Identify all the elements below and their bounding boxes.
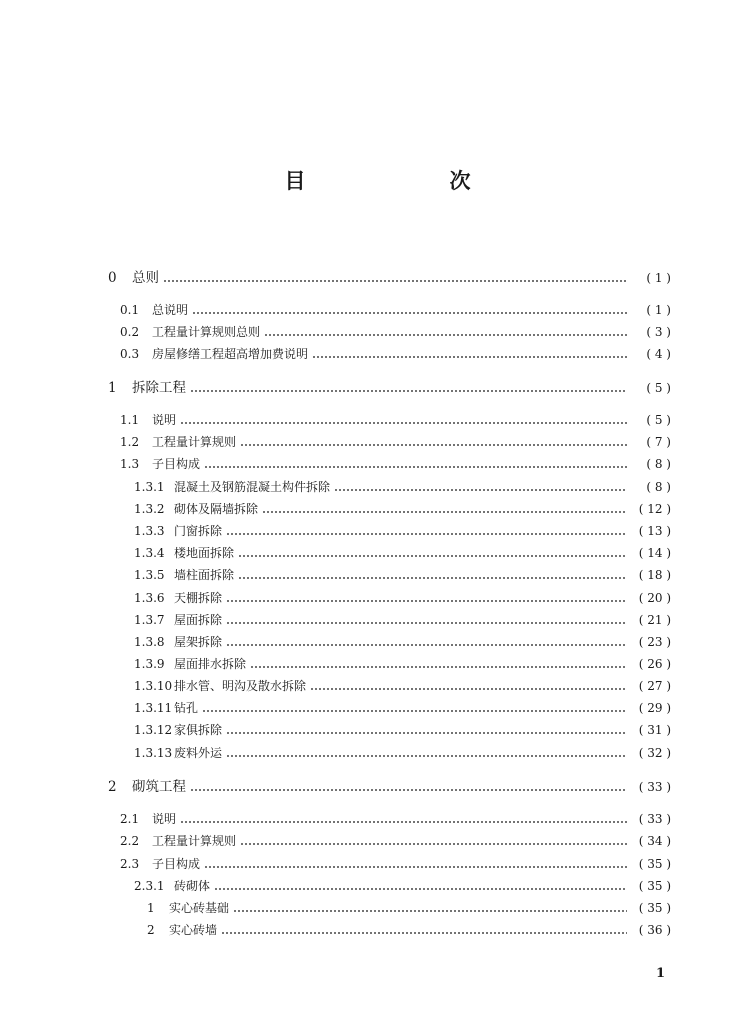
- toc-leader-dots: [202, 710, 627, 712]
- toc-entry[interactable]: [0, 344, 755, 364]
- toc-entry-title: 屋架拆除: [174, 635, 223, 649]
- toc-entry-page: ( 33 ): [638, 812, 671, 826]
- toc-entry-number: 1: [147, 901, 155, 915]
- toc-entry-page: ( 36 ): [638, 923, 671, 937]
- page-title: 目 次: [284, 169, 505, 193]
- toc-entry-title: 实心砖墙: [169, 923, 218, 937]
- toc-entry-title: 拆除工程: [132, 380, 186, 396]
- toc-entry-title: 砖砌体: [174, 879, 211, 893]
- toc-entry[interactable]: [0, 809, 755, 829]
- toc-entry[interactable]: [0, 543, 755, 563]
- toc-leader-dots: [264, 334, 627, 336]
- toc-entry[interactable]: [0, 610, 755, 630]
- toc-entry-title: 工程量计算规则总则: [152, 325, 261, 339]
- toc-leader-dots: [221, 932, 627, 934]
- toc-entry[interactable]: [0, 588, 755, 608]
- toc-entry-number: 1.3.3: [134, 524, 165, 538]
- toc-entry-title: 天棚拆除: [174, 591, 223, 605]
- toc-entry-page: ( 35 ): [638, 901, 671, 915]
- toc-entry-title: 子目构成: [152, 857, 201, 871]
- toc-entry[interactable]: [0, 898, 755, 918]
- toc-leader-dots: [312, 356, 627, 358]
- toc-entry-page: ( 20 ): [638, 591, 671, 605]
- toc-entry-number: 2.1: [120, 812, 140, 826]
- toc-leader-dots: [262, 511, 627, 513]
- toc-entry-number: 1.1: [120, 413, 140, 427]
- toc-entry[interactable]: [0, 743, 755, 763]
- toc-entry-title: 说明: [152, 413, 177, 427]
- toc-entry-number: 0.3: [120, 347, 140, 361]
- toc-entry-title: 楼地面拆除: [174, 546, 235, 560]
- toc-entry-page: ( 7 ): [646, 435, 671, 449]
- toc-entry-number: 1.3.4: [134, 546, 165, 560]
- toc-entry-page: ( 21 ): [638, 613, 671, 627]
- toc-entry[interactable]: [0, 454, 755, 474]
- toc-entry-number: 2.3.1: [134, 879, 165, 893]
- toc-leader-dots: [226, 533, 627, 535]
- toc-entry-title: 排水管、明沟及散水拆除: [174, 679, 307, 693]
- toc-entry-page: ( 8 ): [646, 457, 671, 471]
- toc-entry-title: 说明: [152, 812, 177, 826]
- toc-entry[interactable]: [0, 521, 755, 541]
- toc-entry-page: ( 14 ): [638, 546, 671, 560]
- toc-entry-title: 实心砖基础: [169, 901, 230, 915]
- toc-entry-title: 工程量计算规则: [152, 435, 237, 449]
- toc-entry-page: ( 13 ): [638, 524, 671, 538]
- toc-entry[interactable]: [0, 676, 755, 696]
- page-number: 1: [655, 966, 665, 981]
- toc-entry-page: ( 5 ): [646, 413, 671, 427]
- toc-entry-page: ( 32 ): [638, 746, 671, 760]
- toc-entry-number: 1.3.10: [134, 679, 173, 693]
- toc-entry[interactable]: [0, 432, 755, 452]
- toc-entry-page: ( 35 ): [638, 857, 671, 871]
- toc-entry-number: 1.3.12: [134, 723, 173, 737]
- toc-entry-page: ( 3 ): [646, 325, 671, 339]
- toc-entry-number: 1.3.2: [134, 502, 165, 516]
- toc-entry-number: 1.3: [120, 457, 140, 471]
- toc-entry-number: 0.1: [120, 303, 140, 317]
- toc-entry-number: 1.3.11: [134, 701, 173, 715]
- toc-entry-number: 0: [108, 270, 117, 286]
- toc-entry-number: 1.3.6: [134, 591, 165, 605]
- toc-entry-number: 1: [108, 380, 117, 396]
- toc-entry[interactable]: [0, 876, 755, 896]
- toc-entry-number: 1.3.13: [134, 746, 173, 760]
- toc-entry-page: ( 35 ): [638, 879, 671, 893]
- toc-entry-title: 墙柱面拆除: [174, 568, 235, 582]
- toc-leader-dots: [226, 600, 627, 602]
- toc-entry-number: 1.3.1: [134, 480, 165, 494]
- toc-entry-page: ( 1 ): [646, 303, 671, 317]
- toc-leader-dots: [250, 666, 627, 668]
- toc-entry[interactable]: [0, 565, 755, 585]
- toc-entry-page: ( 23 ): [638, 635, 671, 649]
- toc-leader-dots: [190, 390, 627, 392]
- toc-entry[interactable]: [0, 920, 755, 940]
- toc-entry-number: 2.3: [120, 857, 140, 871]
- toc-entry-page: ( 26 ): [638, 657, 671, 671]
- toc-entry[interactable]: [0, 632, 755, 652]
- toc-leader-dots: [163, 280, 627, 282]
- toc-entry-title: 钻孔: [174, 701, 199, 715]
- toc-entry[interactable]: [0, 410, 755, 430]
- toc-leader-dots: [190, 789, 627, 791]
- toc-entry[interactable]: [0, 268, 755, 288]
- toc-entry-title: 工程量计算规则: [152, 834, 237, 848]
- toc-entry-page: ( 27 ): [638, 679, 671, 693]
- toc-leader-dots: [226, 755, 627, 757]
- toc-entry-title: 废料外运: [174, 746, 223, 760]
- toc-entry[interactable]: [0, 477, 755, 497]
- toc-leader-dots: [204, 466, 627, 468]
- toc-leader-dots: [180, 422, 627, 424]
- toc-entry-number: 1.3.9: [134, 657, 165, 671]
- toc-leader-dots: [192, 312, 627, 314]
- toc-entry-page: ( 8 ): [646, 480, 671, 494]
- toc-entry-number: 2: [108, 779, 117, 795]
- toc-leader-dots: [226, 622, 627, 624]
- toc-leader-dots: [238, 577, 627, 579]
- toc-entry-page: ( 33 ): [638, 780, 671, 794]
- toc-entry-number: 2: [147, 923, 155, 937]
- toc-entry[interactable]: [0, 854, 755, 874]
- toc-entry[interactable]: [0, 322, 755, 342]
- toc-entry[interactable]: [0, 777, 755, 797]
- toc-entry[interactable]: [0, 720, 755, 740]
- toc-entry-title: 屋面排水拆除: [174, 657, 247, 671]
- toc-entry-page: ( 31 ): [638, 723, 671, 737]
- toc-entry-title: 砌筑工程: [132, 779, 186, 795]
- toc-leader-dots: [204, 866, 627, 868]
- toc-entry-number: 0.2: [120, 325, 140, 339]
- toc-entry-number: 1.3.5: [134, 568, 165, 582]
- toc-entry-title: 房屋修缮工程超高增加费说明: [152, 347, 309, 361]
- toc-leader-dots: [240, 444, 627, 446]
- toc-entry[interactable]: [0, 499, 755, 519]
- toc-leader-dots: [240, 843, 627, 845]
- toc-entry-number: 2.2: [120, 834, 140, 848]
- toc-leader-dots: [226, 644, 627, 646]
- toc-entry[interactable]: [0, 654, 755, 674]
- toc-leader-dots: [180, 821, 627, 823]
- toc-entry-title: 屋面拆除: [174, 613, 223, 627]
- toc-entry-page: ( 29 ): [638, 701, 671, 715]
- toc-leader-dots: [214, 888, 627, 890]
- toc-entry-title: 砌体及隔墙拆除: [174, 502, 259, 516]
- toc-entry-page: ( 18 ): [638, 568, 671, 582]
- toc-entry-number: 1.3.8: [134, 635, 165, 649]
- toc-entry-number: 1.2: [120, 435, 140, 449]
- toc-entry[interactable]: [0, 300, 755, 320]
- toc-leader-dots: [233, 910, 627, 912]
- toc-entry-title: 门窗拆除: [174, 524, 223, 538]
- toc-entry-page: ( 5 ): [646, 381, 671, 395]
- toc-entry-title: 家俱拆除: [174, 723, 223, 737]
- toc-entry-title: 总说明: [152, 303, 189, 317]
- toc-entry-title: 混凝土及钢筋混凝土构件拆除: [174, 480, 331, 494]
- toc-entry[interactable]: [0, 378, 755, 398]
- toc-entry-title: 总则: [132, 270, 159, 286]
- toc-leader-dots: [238, 555, 627, 557]
- toc-entry[interactable]: [0, 698, 755, 718]
- toc-entry-page: ( 12 ): [638, 502, 671, 516]
- toc-entry-number: 1.3.7: [134, 613, 165, 627]
- toc-leader-dots: [310, 688, 627, 690]
- toc-entry[interactable]: [0, 831, 755, 851]
- toc-leader-dots: [226, 732, 627, 734]
- toc-entry-page: ( 4 ): [646, 347, 671, 361]
- toc-entry-page: ( 1 ): [646, 271, 671, 285]
- toc-leader-dots: [334, 489, 627, 491]
- toc-entry-page: ( 34 ): [638, 834, 671, 848]
- toc-entry-title: 子目构成: [152, 457, 201, 471]
